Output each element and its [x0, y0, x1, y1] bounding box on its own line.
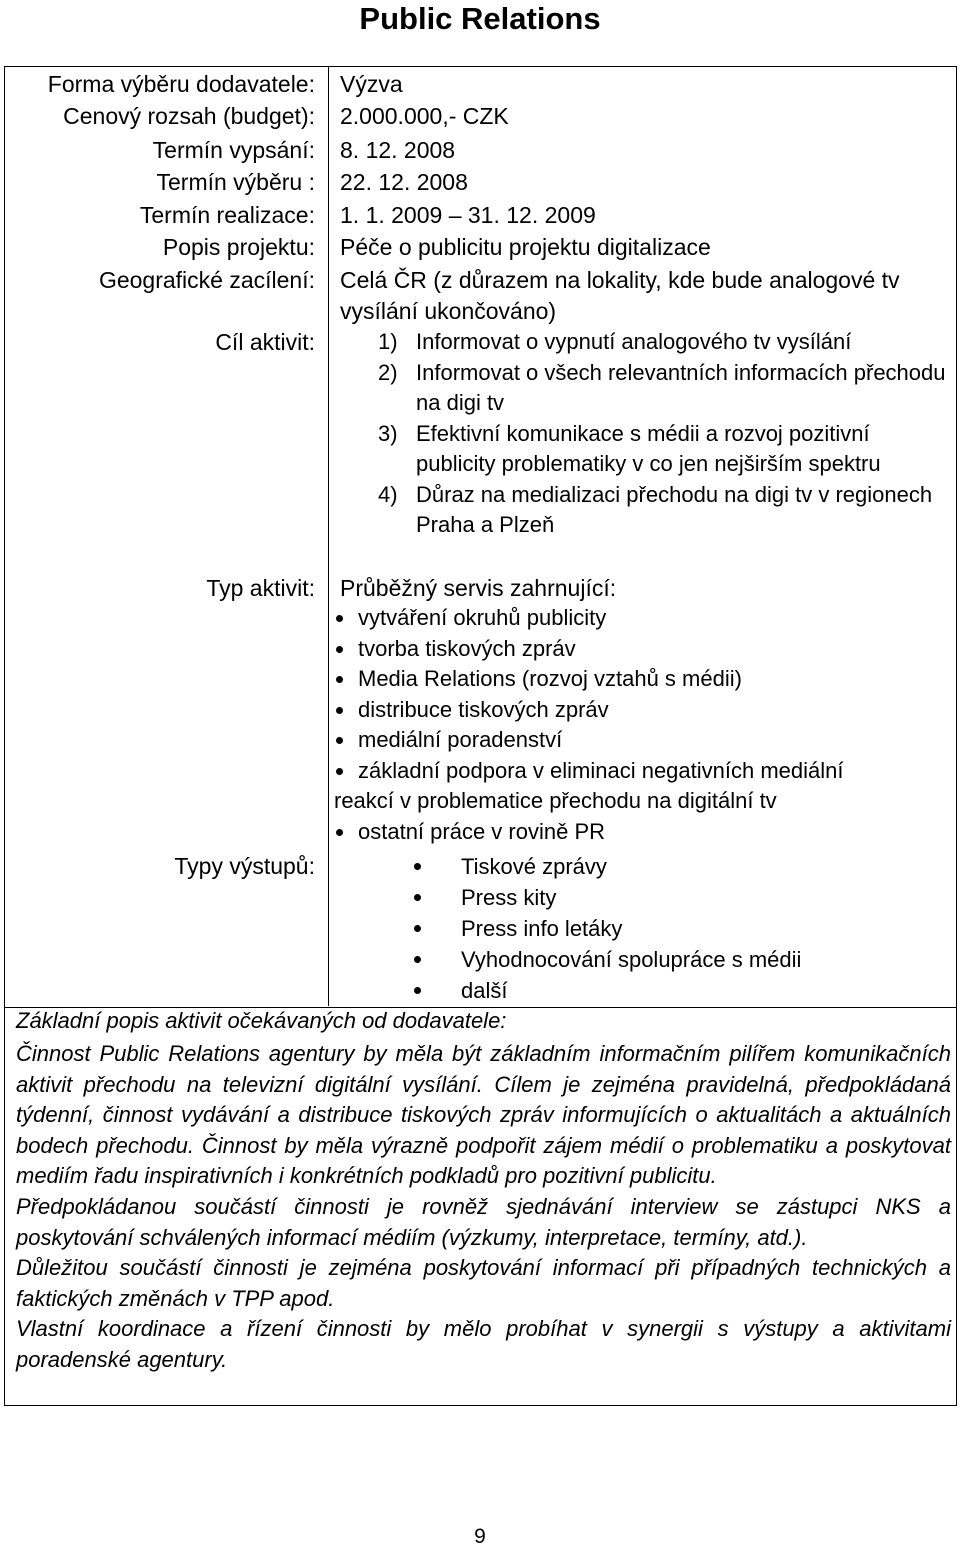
document-title: Public Relations: [359, 1, 601, 36]
activity-item: [336, 664, 936, 695]
activity-intro: Průběžný servis zahrnující:: [340, 575, 617, 601]
bullet-icon: [414, 987, 421, 994]
activity-text: Media Relations (rozvoj vztahů s médii): [358, 666, 742, 691]
field-label-realization-period: Termín realizace:: [139, 202, 315, 228]
field-label-project-description: Popis projektu:: [162, 234, 315, 260]
activity-text: vytváření okruhů publicity: [358, 605, 607, 630]
activity-text: tvorba tiskových zpráv: [358, 635, 576, 661]
activity-item: [336, 603, 936, 634]
bullet-icon: [336, 829, 343, 836]
output-text: Press info letáky: [461, 916, 623, 941]
field-value-realization-period: 1. 1. 2009 – 31. 12. 2009: [340, 202, 596, 228]
goal-number: 3): [378, 420, 398, 446]
output-item: [414, 975, 934, 1006]
goal-text: Informovat o vypnutí analogového tv vysílání: [416, 329, 852, 354]
field-value-selection-date: 22. 12. 2008: [340, 169, 468, 195]
description-heading: Základní popis aktivit očekávaných od dodavatele:: [16, 1008, 507, 1033]
goal-item: [378, 358, 953, 419]
activity-text: ostatní práce v rovině PR: [358, 818, 606, 844]
output-text: Tiskové zprávy: [461, 854, 607, 879]
description-body: [16, 1039, 951, 1376]
output-item: [414, 913, 934, 944]
bullet-icon: [336, 615, 343, 622]
output-item: [414, 944, 934, 975]
field-label-activity-type: Typ aktivit:: [206, 575, 315, 601]
output-item: [414, 851, 934, 882]
goal-item: [378, 419, 953, 480]
activity-item: [336, 634, 936, 665]
output-text: Vyhodnocování spolupráce s médii: [461, 947, 802, 972]
output-text: další: [461, 978, 508, 1003]
activity-item: [336, 725, 936, 756]
goal-text: Efektivní komunikace s médii a rozvoj pozitivní publicity problematiky v co jen nejširším spektru: [416, 420, 881, 476]
bullet-icon: [414, 863, 421, 870]
field-value-budget: 2.000.000,- CZK: [340, 103, 509, 129]
field-label-selection-date: Termín výběru :: [156, 169, 315, 195]
field-value-geographic-target: Celá ČR (z důrazem na lokality, kde bude analogové tv vysílání ukončováno): [340, 267, 900, 324]
goal-number: 1): [378, 329, 398, 354]
goals-list: [378, 327, 953, 541]
activity-text: distribuce tiskových zpráv: [358, 696, 609, 722]
field-label-announcement-date: Termín vypsání:: [152, 137, 315, 163]
activity-item: [336, 695, 936, 726]
goal-item: [378, 480, 953, 541]
activity-list: [336, 603, 936, 847]
bullet-icon: [336, 768, 343, 775]
activity-item: [336, 756, 936, 787]
field-label-output-types: Typy výstupů:: [174, 853, 315, 879]
field-value-selection-form: Výzva: [340, 71, 403, 97]
goal-text: Důraz na medializaci přechodu na digi tv v regionech Praha a Plzeň: [416, 481, 933, 537]
bullet-icon: [414, 894, 421, 901]
output-list: [414, 851, 934, 1006]
description-paragraph: Důležitou součástí činnosti je zejména poskytování informací při případných technických a faktických změnách v TPP apod.: [16, 1255, 951, 1311]
goal-text: Informovat o všech relevantních informacích přechodu na digi tv: [416, 359, 946, 415]
activity-text: základní podpora v eliminaci negativních mediální: [358, 757, 844, 783]
field-label-geographic-target: Geografické zacílení:: [98, 267, 315, 293]
page-number: 9: [474, 1525, 486, 1548]
description-paragraph: Činnost Public Relations agentury by měla být základním informačním pilířem komunikačních aktivit přechodu na televizní digitální vysílání. Cílem je zejména pravidelná, předpokládaná týdenní, činnost vydávání a distribuce tiskových zpráv informujících o aktualitách a aktuálních bodech přechodu. Činnost by měla výrazně podpořit zájem médií o problematiku a poskytovat mediím řadu inspirativních i konkrétních podkladů pro pozitivní publicitu.: [16, 1041, 951, 1189]
bullet-icon: [336, 676, 343, 683]
column-divider: [328, 66, 329, 1006]
bullet-icon: [414, 925, 421, 932]
description-paragraph: Předpokládanou součástí činnosti je rovněž sjednávání interview se zástupci NKS a poskytování schválených informací médiím (výzkumy, interpretace, termíny, atd.).: [16, 1193, 951, 1250]
bullet-icon: [336, 646, 343, 653]
bullet-icon: [414, 956, 421, 963]
activity-item: [336, 817, 936, 848]
field-value-announcement-date: 8. 12. 2008: [340, 137, 456, 163]
bullet-icon: [336, 707, 343, 714]
activity-text: mediální poradenství: [358, 727, 563, 752]
bullet-icon: [336, 737, 343, 744]
goal-item: [378, 327, 953, 358]
goal-number: 2): [378, 359, 398, 385]
field-value-project-description: Péče o publicitu projektu digitalizace: [340, 234, 711, 260]
output-text: Press kity: [461, 885, 557, 910]
field-label-selection-form: Forma výběru dodavatele:: [47, 71, 315, 97]
activity-continuation: reakcí v problematice přechodu na digitální tv: [334, 788, 777, 813]
field-label-goals: Cíl aktivit:: [215, 329, 315, 355]
field-label-budget: Cenový rozsah (budget):: [63, 103, 315, 129]
goal-number: 4): [378, 481, 398, 507]
description-paragraph: Vlastní koordinace a řízení činnosti by mělo probíhat v synergii s výstupy a aktivitami poradenské agentury.: [16, 1316, 951, 1372]
output-item: [414, 882, 934, 913]
